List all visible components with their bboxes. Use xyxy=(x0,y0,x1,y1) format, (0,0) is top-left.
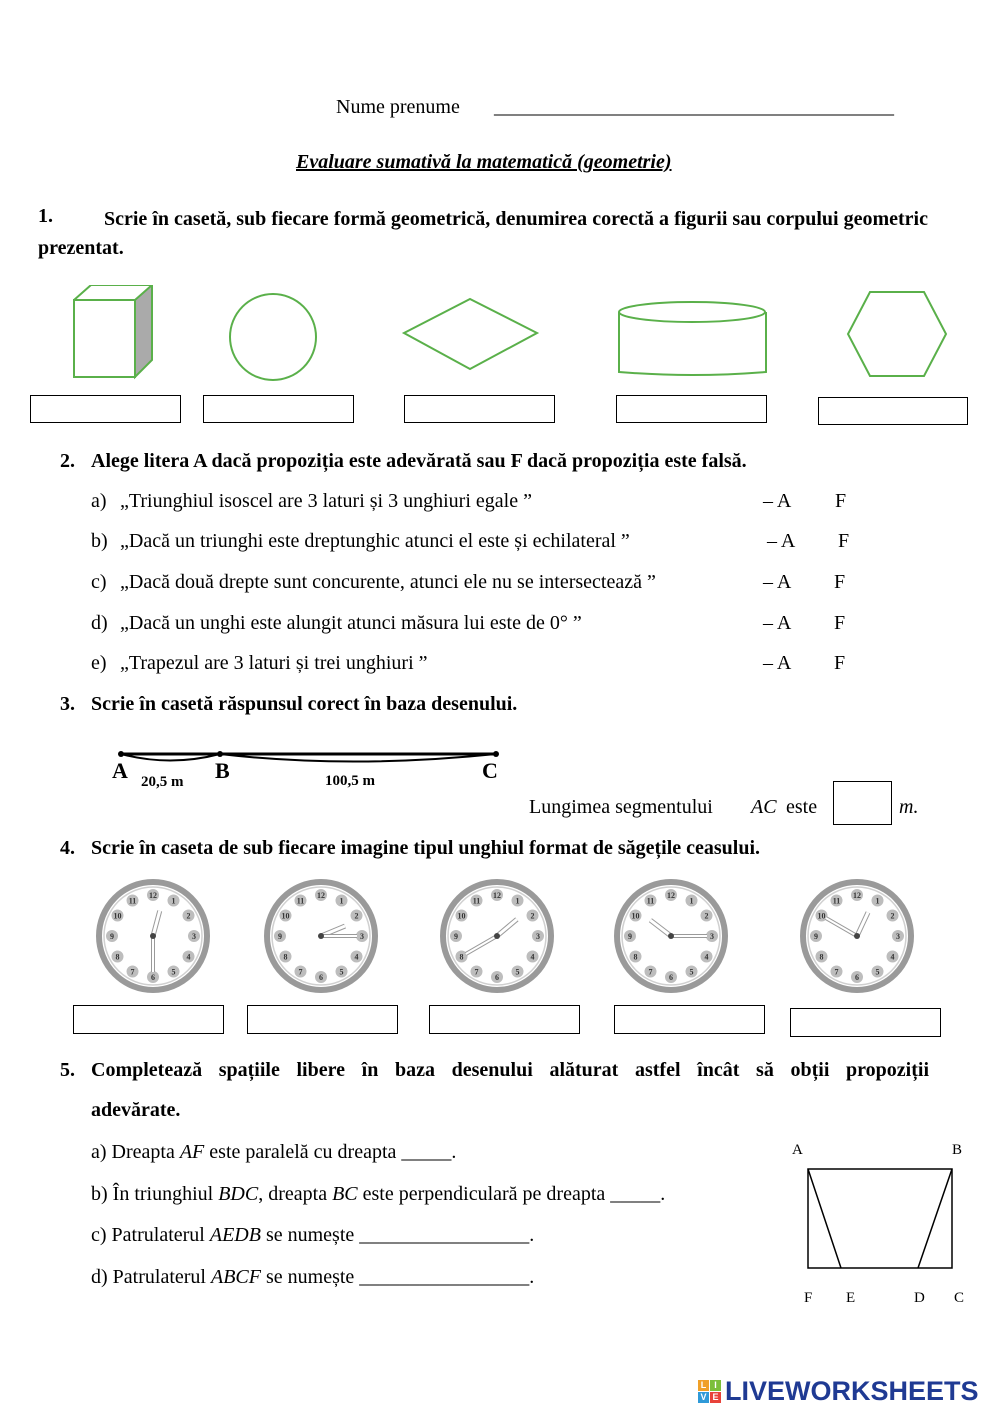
q5-text-line2: adevărate. xyxy=(91,1099,181,1121)
clock-number: 4 xyxy=(704,952,709,962)
clock-number: 2 xyxy=(530,911,535,921)
q5-item-blank[interactable]: este paralelă cu dreapta _____. xyxy=(209,1141,457,1163)
clock-number: 6 xyxy=(495,973,499,982)
fig-label-b: B xyxy=(952,1142,963,1158)
clock-number: 1 xyxy=(171,896,176,906)
clock-number: 2 xyxy=(186,911,191,921)
clock-number: 1 xyxy=(689,896,694,906)
clock-number: 9 xyxy=(110,932,114,941)
q5-text-line1: Completează spațiile libere în baza desenului alăturat astfel încât să obții propoziții xyxy=(91,1059,929,1081)
q2-item-text: „Trapezul are 3 laturi și trei unghiuri ” xyxy=(120,652,428,674)
hexagon-icon xyxy=(848,292,946,376)
rhombus-icon xyxy=(404,299,537,369)
cube-icon xyxy=(74,285,152,377)
q2-item-letter: e) xyxy=(91,652,107,674)
q5-item-pre: În triunghiul xyxy=(112,1183,214,1205)
clock-number: 10 xyxy=(113,911,122,921)
q3-answer-prefix: Lungimea segmentului xyxy=(529,796,713,818)
q1-answer-box-5[interactable] xyxy=(818,397,968,425)
clock-number: 8 xyxy=(459,952,464,962)
clock-number: 9 xyxy=(628,932,632,941)
q5-item-letter: b) xyxy=(91,1183,108,1205)
q3-text: Scrie în casetă răspunsul corect în baza desenului. xyxy=(91,693,518,715)
clock-number: 12 xyxy=(493,891,501,900)
q2-option-a[interactable]: – A xyxy=(763,571,792,593)
q5-item-pre: Dreapta xyxy=(111,1141,175,1163)
brand-name: LIVEWORKSHEETS xyxy=(725,1376,979,1406)
clock-number: 8 xyxy=(115,952,120,962)
clock-number: 12 xyxy=(853,891,861,900)
q4-answer-box-2[interactable] xyxy=(247,1005,398,1034)
q5-item-letter: a) xyxy=(91,1141,107,1163)
q2-option-f[interactable]: F xyxy=(834,612,846,634)
q1-number: 1. xyxy=(38,205,53,227)
name-label: Nume prenume xyxy=(336,96,460,118)
circle-icon xyxy=(230,294,316,380)
point-b-label: B xyxy=(215,758,230,783)
q1-answer-box-2[interactable] xyxy=(203,395,354,423)
q2-text: Alege litera A dacă propoziția este adevărată sau F dacă propoziția este falsă. xyxy=(91,450,747,472)
clock-number: 6 xyxy=(855,973,859,982)
q2-option-f[interactable]: F xyxy=(834,571,846,593)
logo-square: E xyxy=(710,1392,721,1403)
clock-number: 6 xyxy=(319,973,323,982)
q5-item-var: BDC xyxy=(218,1183,259,1205)
q2-option-a[interactable]: – A xyxy=(763,652,792,674)
clock-number: 9 xyxy=(278,932,282,941)
clock-number: 6 xyxy=(151,973,155,982)
clock-number: 4 xyxy=(530,952,535,962)
q1-answer-box-4[interactable] xyxy=(616,395,767,423)
q2-item-letter: a) xyxy=(91,490,107,512)
clock-number: 3 xyxy=(536,932,540,941)
q5-item-pre: Patrulaterul xyxy=(111,1224,205,1246)
clock-number: 4 xyxy=(186,952,191,962)
clock-icon xyxy=(267,882,375,990)
fig-label-d: D xyxy=(914,1290,925,1306)
q4-answer-box-4[interactable] xyxy=(614,1005,765,1034)
q3-answer-box[interactable] xyxy=(833,781,892,825)
logo-square: V xyxy=(698,1392,709,1403)
clock-number: 5 xyxy=(515,967,520,977)
clock-number: 11 xyxy=(296,896,305,906)
q2-item-text: „Dacă un triunghi este dreptunghic atunci el este și echilateral ” xyxy=(120,530,630,552)
clock-number: 2 xyxy=(354,911,359,921)
clock-number: 12 xyxy=(317,891,325,900)
clock-number: 11 xyxy=(128,896,137,906)
clock-number: 7 xyxy=(834,967,839,977)
clock-number: 10 xyxy=(817,911,826,921)
q3-answer-segment: AC xyxy=(751,796,777,818)
q4-answer-box-5[interactable] xyxy=(790,1008,941,1037)
clock-number: 9 xyxy=(814,932,818,941)
segment-diagram xyxy=(100,745,520,795)
trapezoid-figure xyxy=(780,1135,980,1310)
ab-length-label: 20,5 m xyxy=(141,774,184,790)
clock-icon xyxy=(443,882,551,990)
q2-option-a[interactable]: – A xyxy=(763,490,792,512)
cylinder-icon xyxy=(619,302,766,375)
q2-item-text: „Dacă două drepte sunt concurente, atunci ele nu se intersectează ” xyxy=(120,571,656,593)
q5-item xyxy=(91,1141,456,1164)
q5-item-var: ABCF xyxy=(210,1266,261,1288)
q2-option-f[interactable]: F xyxy=(834,652,846,674)
q5-item-blank[interactable]: se numește _________________. xyxy=(265,1266,535,1288)
q5-item xyxy=(91,1224,534,1247)
clock-number: 4 xyxy=(890,952,895,962)
clock-number: 2 xyxy=(704,911,709,921)
q3-answer-unit: m. xyxy=(899,796,919,818)
page-title: Evaluare sumativă la matematică (geometrie) xyxy=(296,151,672,173)
clock-number: 7 xyxy=(648,967,653,977)
fig-label-c: C xyxy=(954,1290,965,1306)
clock-number: 6 xyxy=(669,973,673,982)
q5-item-letter: c) xyxy=(91,1224,107,1246)
clock-number: 2 xyxy=(890,911,895,921)
q2-item-text: „Dacă un unghi este alungit atunci măsura lui este de 0° ” xyxy=(120,612,582,634)
bc-length-label: 100,5 m xyxy=(325,773,375,789)
q5-item-pre: Patrulaterul xyxy=(112,1266,206,1288)
clock-number: 11 xyxy=(832,896,841,906)
clocks-row xyxy=(0,875,1000,1005)
q2-item-text: „Triunghiul isoscel are 3 laturi și 3 unghiuri egale ” xyxy=(120,490,532,512)
q5-item-blank[interactable]: este perpendiculară pe dreapta _____. xyxy=(362,1183,666,1205)
q1-answer-box-3[interactable] xyxy=(404,395,555,423)
clock-number: 3 xyxy=(360,932,364,941)
clock-number: 3 xyxy=(710,932,714,941)
q2-option-a[interactable]: – A xyxy=(767,530,796,552)
q4-answer-box-3[interactable] xyxy=(429,1005,580,1034)
clock-number: 10 xyxy=(281,911,290,921)
clock-number: 10 xyxy=(457,911,466,921)
q4-text: Scrie în caseta de sub fiecare imagine tipul unghiul format de săgețile ceasului. xyxy=(91,837,761,859)
clock-number: 3 xyxy=(896,932,900,941)
clock-number: 8 xyxy=(283,952,288,962)
clock-number: 10 xyxy=(631,911,640,921)
clock-number: 11 xyxy=(472,896,481,906)
q5-item-var: AEDB xyxy=(209,1224,261,1246)
q5-item-letter: d) xyxy=(91,1266,108,1288)
clock-number: 4 xyxy=(354,952,359,962)
clock-number: 12 xyxy=(149,891,157,900)
q2-item-letter: b) xyxy=(91,530,108,552)
q5-number: 5. xyxy=(60,1059,75,1081)
logo-square: I xyxy=(710,1380,721,1391)
clock-number: 7 xyxy=(298,967,303,977)
clock-number: 1 xyxy=(875,896,880,906)
fig-label-a: A xyxy=(792,1142,803,1158)
q2-item-letter: c) xyxy=(91,571,107,593)
clock-icon xyxy=(99,882,207,990)
clock-number: 5 xyxy=(171,967,176,977)
clock-number: 7 xyxy=(474,967,479,977)
q2-item-letter: d) xyxy=(91,612,108,634)
q2-option-f[interactable]: F xyxy=(835,490,847,512)
q2-option-f[interactable]: F xyxy=(838,530,850,552)
q5-item xyxy=(91,1183,665,1206)
clock-number: 8 xyxy=(633,952,638,962)
clock-number: 7 xyxy=(130,967,135,977)
fig-label-e: E xyxy=(846,1290,856,1306)
q3-number: 3. xyxy=(60,693,75,715)
q4-answer-box-1[interactable] xyxy=(73,1005,224,1034)
name-field[interactable]: ________________________________________ xyxy=(494,96,894,118)
q5-item-mid: , dreapta xyxy=(258,1183,328,1205)
clock-number: 1 xyxy=(339,896,344,906)
q1-answer-box-1[interactable] xyxy=(30,395,181,423)
clock-number: 12 xyxy=(667,891,675,900)
q2-number: 2. xyxy=(60,450,75,472)
q5-item xyxy=(91,1266,534,1289)
q1-shapes xyxy=(0,285,1000,395)
point-c-label: C xyxy=(482,758,498,783)
clock-number: 3 xyxy=(192,932,196,941)
clock-number: 1 xyxy=(515,896,520,906)
fig-label-f: F xyxy=(804,1290,813,1306)
clock-icon xyxy=(803,882,911,990)
clock-icon xyxy=(617,882,725,990)
clock-number: 9 xyxy=(454,932,458,941)
clock-number: 11 xyxy=(646,896,655,906)
q5-item-var2: BC xyxy=(332,1183,358,1205)
q5-item-blank[interactable]: se numește _________________. xyxy=(265,1224,535,1246)
point-a-label: A xyxy=(112,758,128,783)
clock-number: 8 xyxy=(819,952,824,962)
clock-number: 5 xyxy=(339,967,344,977)
clock-number: 5 xyxy=(875,967,880,977)
liveworksheets-logo[interactable] xyxy=(698,1378,998,1408)
logo-square: L xyxy=(698,1380,709,1391)
q1-text: Scrie în casetă, sub fiecare formă geometrică, denumirea corectă a figurii sau corpului geometric prezentat. xyxy=(38,208,928,259)
clock-number: 5 xyxy=(689,967,694,977)
q5-item-var: AF xyxy=(179,1141,205,1163)
q3-answer-verb: este xyxy=(786,796,818,818)
logo-badge-icon xyxy=(698,1380,722,1404)
q2-option-a[interactable]: – A xyxy=(763,612,792,634)
q4-number: 4. xyxy=(60,837,75,859)
